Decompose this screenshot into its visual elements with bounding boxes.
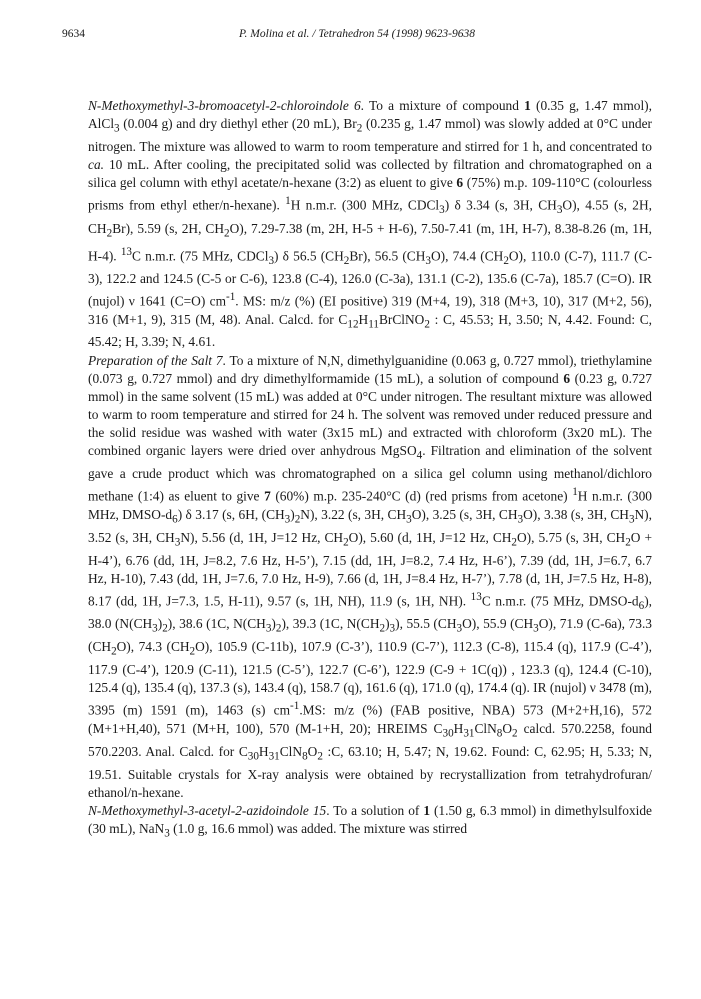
running-head: P. Molina et al. / Tetrahedron 54 (1998) 9623-9638 [239,28,475,40]
paragraph-salt-7: Preparation of the Salt 7. To a mixture of N,N, dimethylguanidine (0.063 g, 0.727 mmol), triethylamine (0.073 g, 0.727 mmol) and dry dimethylformamide (15 mL), a solution of compound 6 (0.23 g, 0.727 mmol) in the same solvent (15 mL) was added at 0°C under nitrogen. The resultant mixture was allowed to warm to room temperature and stirred for 24 h. The solvent was removed under reduced pressure and the solid residue was washed with water (3x15 mL) and extracted with chloroform (3x20 mL). The combined organic layers were dried over anhydrous MgSO$_4$. Filtration and elimination of the solvent gave a crude product which was chromatographed on a silica gel column using methanol/dichloro methane (1:4) as eluent to give 7 (60%) m.p. 235-240°C (d) (red prisms from acetone) $^1$H n.m.r. (300 MHz, DMSO-$d_6$) δ 3.17 (s, 6H, $(CH_3)_2N$), 3.22 (s, 3H, $CH_3O$), 3.25 (s, 3H, $CH_3O$), 3.38 (s, 3H, $CH_3N$), 3.52 (s, 3H, $CH_3N$), 5.56 (d, 1H, J=12 Hz, $CH_2O$), 5.60 (d, 1H, J=12 Hz, $CH_2O$), 5.75 (s, 3H, $CH_2O$ + H-4’), 6.76 (dd, 1H, J=8.2, 7.6 Hz, H-5’), 7.15 (dd, 1H, J=8.2, 7.4 Hz, H-6’), 7.39 (dd, 1H, J=6.7, 6.7 Hz, H-10), 7.43 (dd, 1H, J=7.6, 7.0 Hz, H-9), 7.66 (d, 1H, J=8.4 Hz, H-7’), 7.78 (d, 1H, J=7.5 Hz, H-8), 8.17 (dd, 1H, J=7.3, 1.5, H-11), 9.57 (s, 1H, NH), 11.9 (s, 1H, NH). $^{13}$C n.m.r. (75 MHz, DMSO-$d_6$), 38.0 $(N(CH_3)_2)$, 38.6 (1C, $N(CH_3)_2$), 39.3 (1C, $N(CH_2)_3$), 55.5 $(CH_3O)$, 55.9 $(CH_3O)$, 71.9 (C-6a), 73.3 $(CH_2O)$, 74.3 $(CH_2O)$, 105.9 (C-11b), 107.9 (C-3’), 110.9 (C-7’), 112.3 (C-8), 115.4 (q), 117.9 (C-4’), 117.9 (C-4’), 120.9 (C-11), 121.5 (C-5’), 122.7 (C-6’), 122.9 (C-9 + 1C(q)) , 123.3 (q), 124.4 (C-10), 125.4 (q), 135.4 (q), 137.3 (s), 143.4 (q), 158.7 (q), 161.6 (q), 171.0 (q), 174.4 (q). IR (nujol) ν 3478 (m), 3395 (m) 1591 (m), 1463 (s) $cm^{-1}.MS$: m/z (%) (FAB positive, NBA) 573 (M+2+H,16), 572 (M+1+H,40), 571 (M+H, 100), 570 (M-1+H, 20); HREIMS $C_{30}H_{31}ClN_8O_2$ calcd. 570.2258, found 570.2203. Anal. Calcd. for $C_{30}H_{31}ClN_8O_2$ :C, 63.10; H, 5.47; N, 19.62. Found: C, 62.95; H, 5.33; N, 19.51. Suitable crystals for X-ray analysis were obtained by recrystallization from tetrahydrofuran/ ethanol/n-hexane. [88,352,653,800]
paragraph-compound-6: N-Methoxymethyl-3-bromoacetyl-2-chloroindole 6. To a mixture of compound 1 (0.35 g, 1.47 mmol), AlCl$_3$ (0.004 g) and dry diethyl ether (20 mL), $Br_2$ (0.235 g, 1.47 mmol) was slowly added at 0°C under nitrogen. The mixture was allowed to warm to room temperature and stirred for 1 h, and concentrated to ca. 10 mL. After cooling, the precipitated solid was collected by filtration and chromatographed on a silica gel column with ethyl acetate/n-hexane (3:2) as eluent to give 6 (75%) m.p. 109-110°C (colourless prisms from ethyl ether/n-hexane). $^1$H n.m.r. (300 MHz, CDCl$_3$) δ 3.34 (s, 3H, $CH_3O$), 4.55 (s, 2H, $CH_2Br$), 5.59 (s, 2H, $CH_2O$), 7.29-7.38 (m, 2H, H-5 + H-6), 7.50-7.41 (m, 1H, H-7), 8.38-8.26 (m, 1H, H-4). $^{13}$C n.m.r. (75 MHz, CDCl$_3$) δ 56.5 $(CH_2Br)$, 56.5 $(CH_3O)$, 74.4 $(CH_2O)$, 110.0 (C-7), 111.7 (C-3), 122.2 and 124.5 (C-5 or C-6), 123.8 (C-4), 126.0 (C-3a), 131.1 (C-2), 135.6 (C-7a), 185.7 (C=O). IR (nujol) ν 1641 (C=O) $cm^{-1}$. MS: m/z (%) (EI positive) 319 (M+4, 19), 318 (M+3, 10), 317 (M+2, 56), 316 (M+1, 9), 315 (M, 48). Anal. Calcd. for $C_{12}H_{11}BrClNO_2$ : C, 45.53; H, 3.50; N, 4.42. Found: C, 45.42; H, 3.39; N, 4.61. [88,98,653,350]
article-body [88,97,652,843]
page-number: 9634 [62,28,85,40]
paragraph-compound-15: N-Methoxymethyl-3-acetyl-2-azidoindole 15. To a solution of 1 (1.50 g, 6.3 mmol) in dimethylsulfoxide (30 mL), NaN$_3$ (1.0 g, 16.6 mmol) was added. The mixture was stirred [88,802,652,840]
page-header [62,28,652,44]
